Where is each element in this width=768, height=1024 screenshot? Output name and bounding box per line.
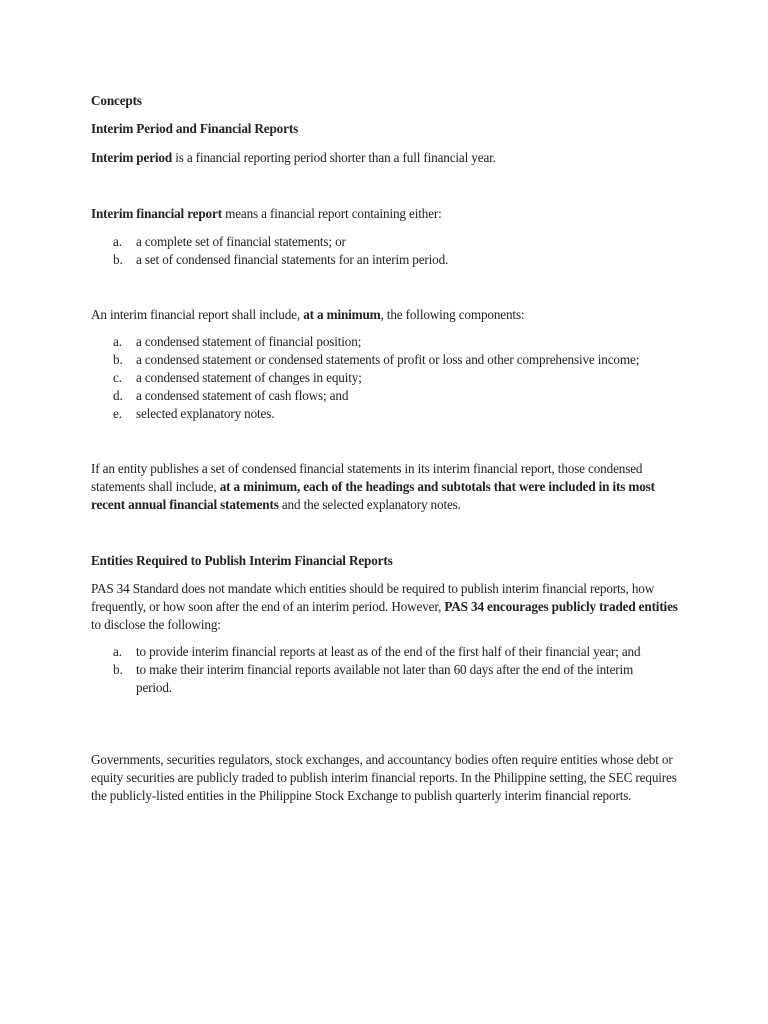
condensed-text-post: and the selected explanatory notes. <box>278 497 461 512</box>
report-contents-list <box>91 233 691 269</box>
governments-paragraph: Governments, securities regulators, stock exchanges, and accountancy bodies often require entities whose debt or equity securities are publicly traded to publish interim financial reports. In the Philippine setting, the SEC requires the publicly-listed entities in the Philippine Stock Exchange to publish quarterly interim financial reports. <box>91 752 677 803</box>
condensed-text-pre: If an entity publishes a set of condensed financial statements in its interim financial report, those condensed statements shall include, <box>91 461 643 494</box>
list-marker: c. <box>113 370 122 385</box>
list-marker: a. <box>113 334 122 349</box>
minimum-text-pre: An interim financial report shall include, <box>91 307 304 322</box>
list-item <box>91 387 691 405</box>
list-item <box>91 251 691 269</box>
interim-report-text: means a financial report containing either: <box>221 206 442 221</box>
list-item <box>91 369 691 387</box>
list-marker: b. <box>113 662 123 677</box>
minimum-text-post: , the following components: <box>380 307 525 322</box>
list-marker: b. <box>113 252 123 267</box>
components-list <box>91 333 691 423</box>
condensed-statements-paragraph <box>91 460 681 514</box>
list-marker: b. <box>113 352 123 367</box>
interim-period-text: is a financial reporting period shorter than a full financial year. <box>172 150 496 165</box>
list-item-text: a condensed statement of changes in equity; <box>136 370 362 385</box>
pas34-text-bold: PAS 34 encourages publicly traded entities <box>444 599 678 614</box>
pas34-paragraph <box>91 580 683 634</box>
pas34-text-pre: PAS 34 Standard does not mandate which entities should be required to publish interim financial reports, how frequently, or how soon after the end of an interim period. However, <box>91 581 655 614</box>
list-item-text: selected explanatory notes. <box>136 406 275 421</box>
list-item-text: to make their interim financial reports available not later than 60 days after the end of the interim period. <box>136 662 634 695</box>
list-item-text: to provide interim financial reports at least as of the end of the first half of their financial year; and <box>136 644 641 659</box>
list-item <box>91 405 691 423</box>
list-marker: a. <box>113 644 122 659</box>
interim-period-definition <box>91 149 691 167</box>
list-marker: e. <box>113 406 122 421</box>
section-title-interim-period: Interim Period and Financial Reports <box>91 121 299 136</box>
list-item-text: a condensed statement of financial position; <box>136 334 362 349</box>
section-title-entities: Entities Required to Publish Interim Financial Reports <box>91 553 393 568</box>
concepts-heading: Concepts <box>91 93 142 108</box>
pas34-text-post: to disclose the following: <box>91 617 221 632</box>
list-item-text: a complete set of financial statements; or <box>136 234 346 249</box>
minimum-text-bold: at a minimum <box>303 307 381 322</box>
list-item <box>91 643 646 661</box>
disclosure-list <box>91 643 646 697</box>
list-item <box>91 333 691 351</box>
list-marker: a. <box>113 234 122 249</box>
interim-period-term: Interim period <box>91 150 173 165</box>
list-item-text: a condensed statement of cash flows; and <box>136 388 349 403</box>
condensed-text-bold: at a minimum, each of the headings and subtotals that were included in its most recent annual financial statements <box>91 479 655 512</box>
interim-report-definition <box>91 205 691 223</box>
interim-report-term: Interim financial report <box>91 206 222 221</box>
list-item <box>91 351 691 369</box>
list-item-text: a condensed statement or condensed statements of profit or loss and other comprehensive income; <box>136 352 640 367</box>
list-item <box>91 233 691 251</box>
list-item-text: a set of condensed financial statements for an interim period. <box>136 252 449 267</box>
list-item <box>91 661 646 697</box>
list-marker: d. <box>113 388 123 403</box>
minimum-components-intro <box>91 306 691 324</box>
